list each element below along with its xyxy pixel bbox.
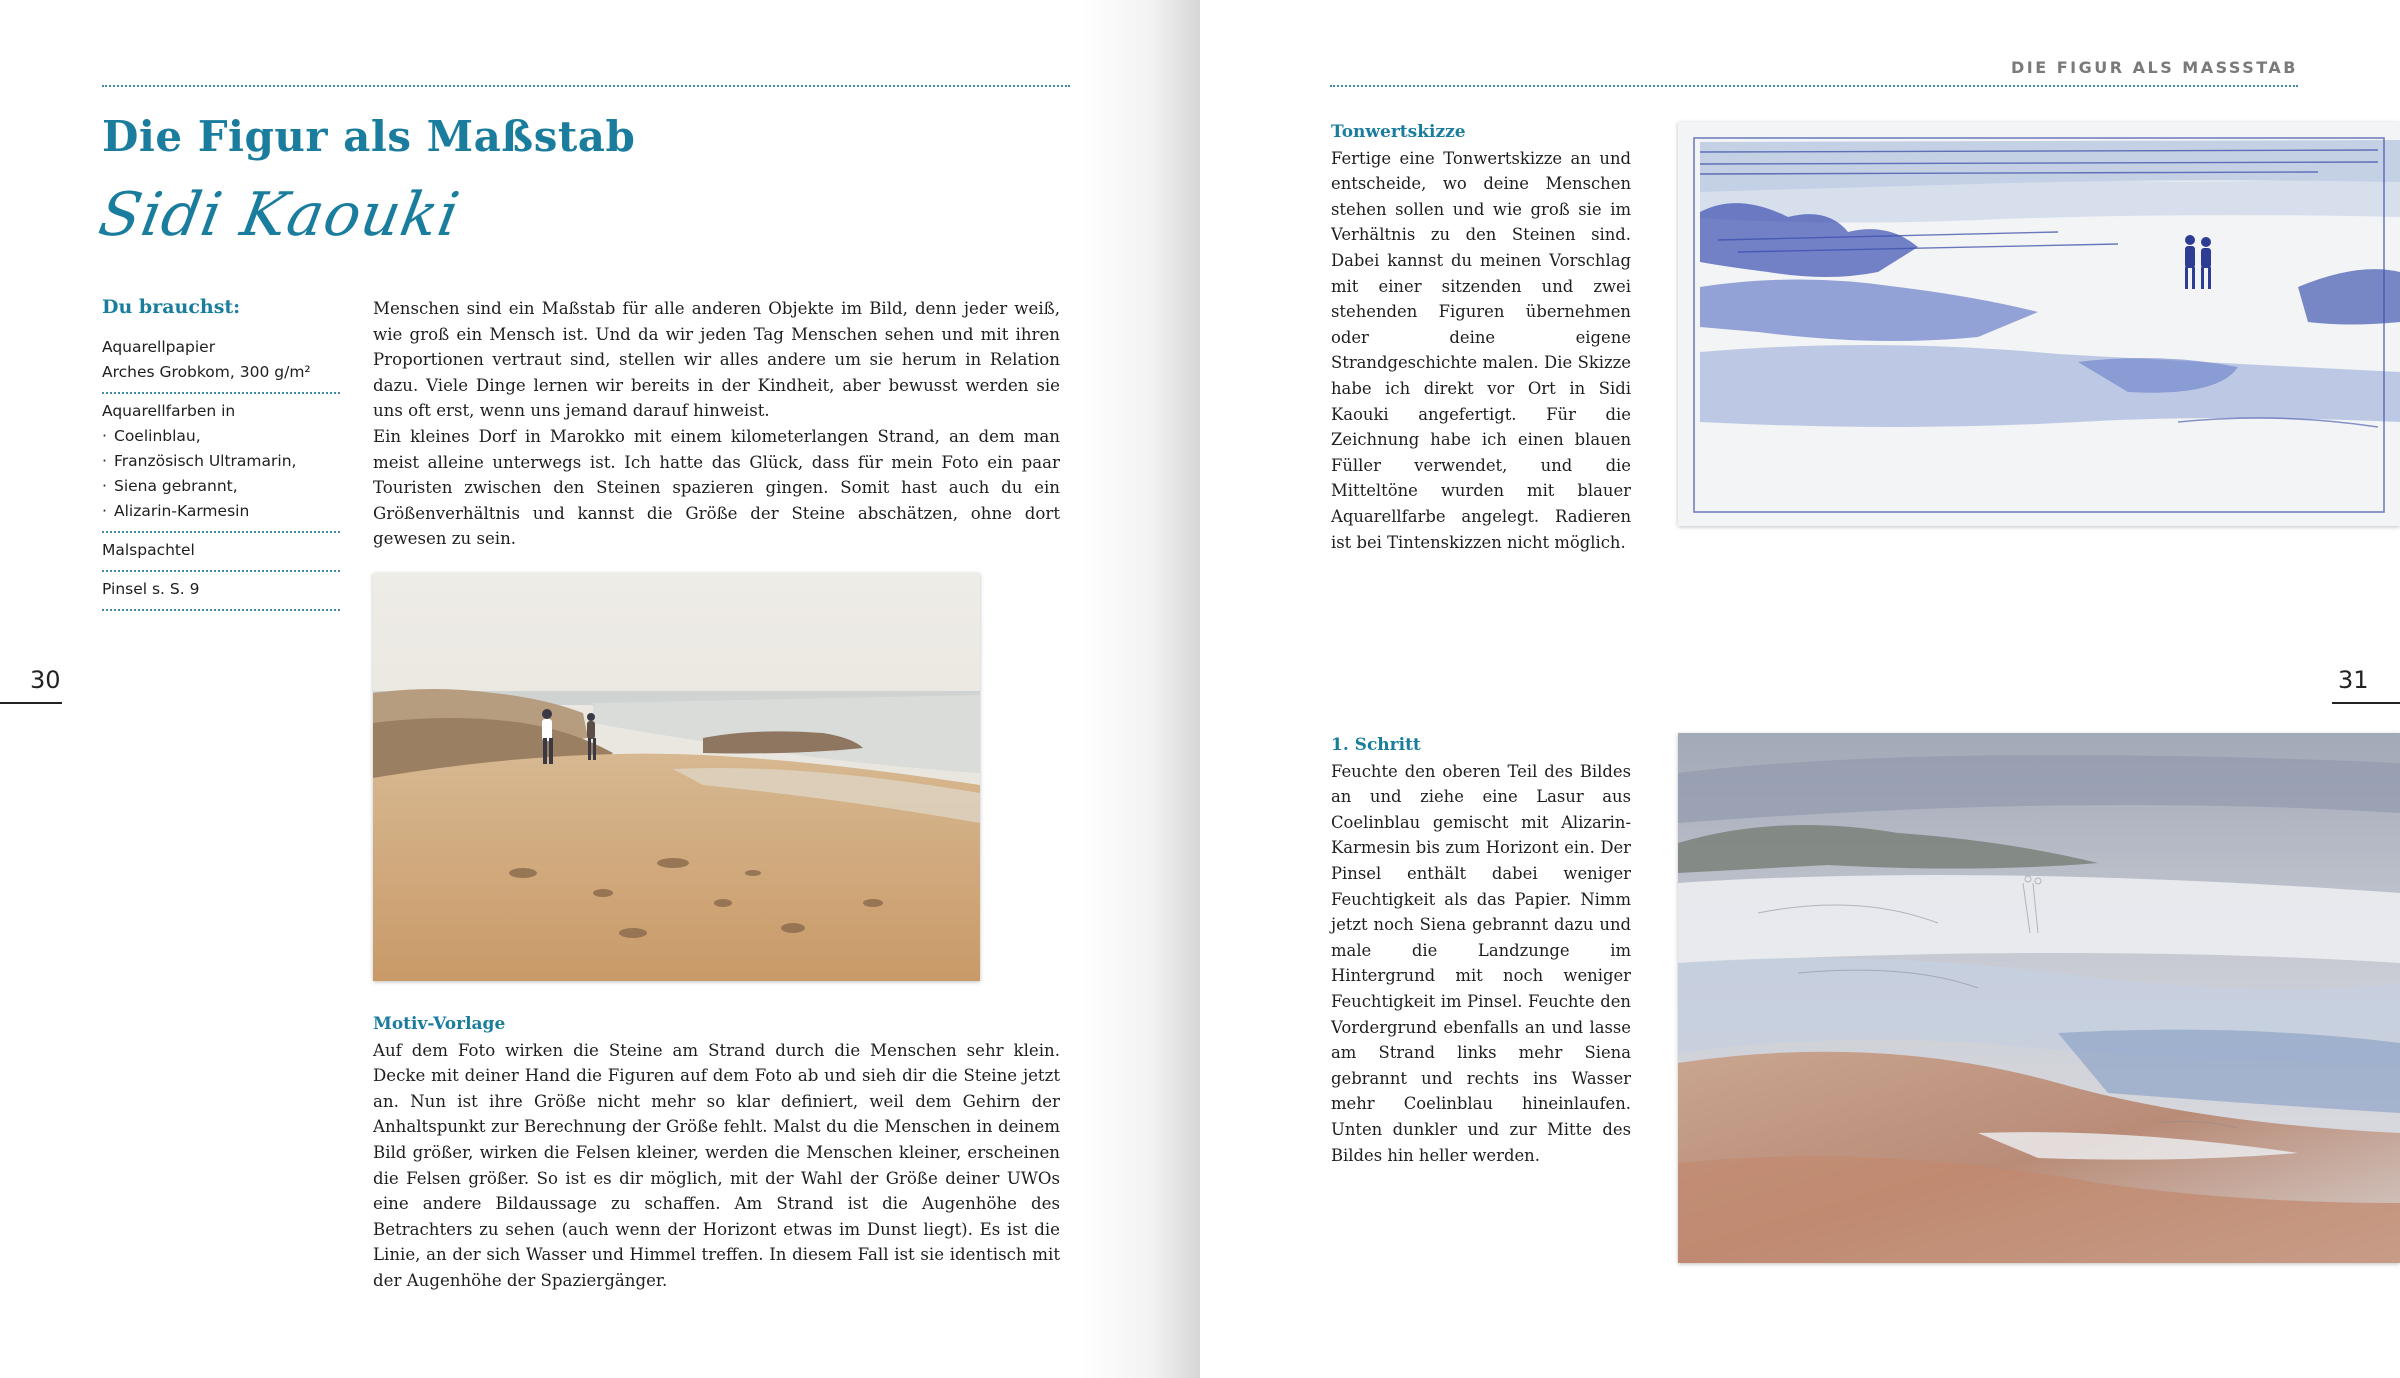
intro-column xyxy=(373,296,1060,552)
top-rule xyxy=(102,85,1070,87)
materials-colors xyxy=(102,394,340,533)
color-item: · Coelinblau, xyxy=(102,424,340,449)
paper-line-2: Arches Grobkom, 300 g/m² xyxy=(102,363,311,381)
intro-paragraph: Menschen sind ein Maßstab für alle anderen Objekte im Bild, denn jeder weiß, wie groß ein Mensch ist. Und da wir jeden Tag Menschen sehen und mit ihren Proportionen vertraut sind, stellen wir alles andere um sie herum in Relation dazu. Viele Dinge lernen wir bereits in der Kindheit, aber bewusst werden sie uns oft erst, wenn uns jemand darauf hinweist. xyxy=(373,299,1060,421)
step-paragraph: Feuchte den oberen Teil des Bildes an und ziehe eine Lasur aus Coelinblau gemischt mit Alizarin-Karmesin bis zum Horizont ein. Der Pinsel enthält dabei weniger Feuchtigkeit als das Papier. Nimm jetzt noch Siena gebrannt dazu und male die Landzunge im Hintergrund mit noch weniger Feuchtigkeit im Pinsel. Feuchte den Vordergrund ebenfalls an und lasse am Strand links mehr Siena gebrannt und rechts ins Wasser mehr Coelinblau hineinlaufen. Unten dunkler und zur Mitte des Bildes hin heller werden. xyxy=(1331,761,1631,1165)
color-item: · Siena gebrannt, xyxy=(102,474,340,499)
color-item: · Französisch Ultramarin, xyxy=(102,449,340,474)
materials-brush xyxy=(102,572,340,611)
materials-spatula xyxy=(102,533,340,572)
top-rule-right xyxy=(1330,85,2298,87)
tonwert-column xyxy=(1331,120,1631,555)
chapter-title: Die Figur als Maßstab xyxy=(102,112,636,161)
page-number-rule-right xyxy=(2332,702,2400,704)
beach-photo xyxy=(373,573,980,981)
page-number-rule-left xyxy=(0,702,62,704)
script-title: Sidi Kaouki xyxy=(93,180,466,250)
tonwert-sketch xyxy=(1678,122,2400,526)
step-heading: 1. Schritt xyxy=(1331,735,1421,755)
tonwert-heading: Tonwertskizze xyxy=(1331,122,1466,142)
motiv-heading: Motiv-Vorlage xyxy=(373,1014,506,1034)
materials-paper xyxy=(102,330,340,394)
running-head: DIE FIGUR ALS MASSSTAB xyxy=(2011,58,2298,77)
village-paragraph: Ein kleines Dorf in Marokko mit einem kilometerlangen Strand, an dem man meist alleine unterwegs ist. Ich hatte das Glück, dass für mein Foto ein paar Touristen zwischen den Steinen spazieren gingen. Somit hast auch du ein Größenverhältnis und kannst die Größe der Steine abschätzen, ohne dort gewesen zu sein. xyxy=(373,426,1060,549)
materials-sidebar xyxy=(102,296,340,611)
colors-heading: Aquarellfarben in xyxy=(102,402,236,420)
right-page xyxy=(1200,0,2400,1378)
materials-heading: Du brauchst: xyxy=(102,296,241,318)
motiv-paragraph: Auf dem Foto wirken die Steine am Strand durch die Menschen sehr klein. Decke mit deiner Hand die Figuren auf dem Foto ab und sieh dir die Steine jetzt an. Nun ist ihre Größe nicht mehr so klar definiert, weil dem Gehirn der Anhaltspunkt zur Berechnung der Größe fehlt. Malst du die Menschen in deinem Bild größer, wirken die Felsen kleiner, werden die Menschen kleiner, erscheinen die Felsen größer. So ist es dir möglich, mit der Wahl der Größe deiner UWOs eine andere Bildaussage zu schaffen. Am Strand ist die Augenhöhe des Betrachters zu sehen (auch wenn der Horizont etwas im Dunst liegt). Es ist die Linie, an der sich Wasser und Himmel treffen. In diesem Fall ist sie identisch mit der Augenhöhe der Spaziergänger. xyxy=(373,1040,1060,1290)
motiv-column xyxy=(373,1012,1060,1294)
step-column xyxy=(1331,733,1631,1168)
page-number-left: 30 xyxy=(30,666,61,694)
paper-line-1: Aquarellpapier xyxy=(102,338,216,356)
brush-label: Pinsel s. S. 9 xyxy=(102,580,200,598)
color-item: · Alizarin-Karmesin xyxy=(102,499,340,524)
watercolor-step-1 xyxy=(1678,733,2400,1263)
tonwert-paragraph: Fertige eine Tonwertskizze an und entscheide, wo deine Menschen stehen sollen und wie groß sie im Verhältnis zu den Steinen sind. Dabei kannst du meinen Vorschlag mit einer sitzenden und zwei stehenden Figuren übernehmen oder deine eigene Strandgeschichte malen. Die Skizze habe ich direkt vor Ort in Sidi Kaouki angefertigt. Für die Zeichnung habe ich einen blauen Füller verwendet, und die Mitteltöne wurden mit blauer Aquarellfarbe angelegt. Radieren ist bei Tintenskizzen nicht möglich. xyxy=(1331,148,1631,552)
gutter-shadow-left xyxy=(1080,0,1200,1378)
spatula-label: Malspachtel xyxy=(102,541,195,559)
page-number-right: 31 xyxy=(2338,666,2369,694)
